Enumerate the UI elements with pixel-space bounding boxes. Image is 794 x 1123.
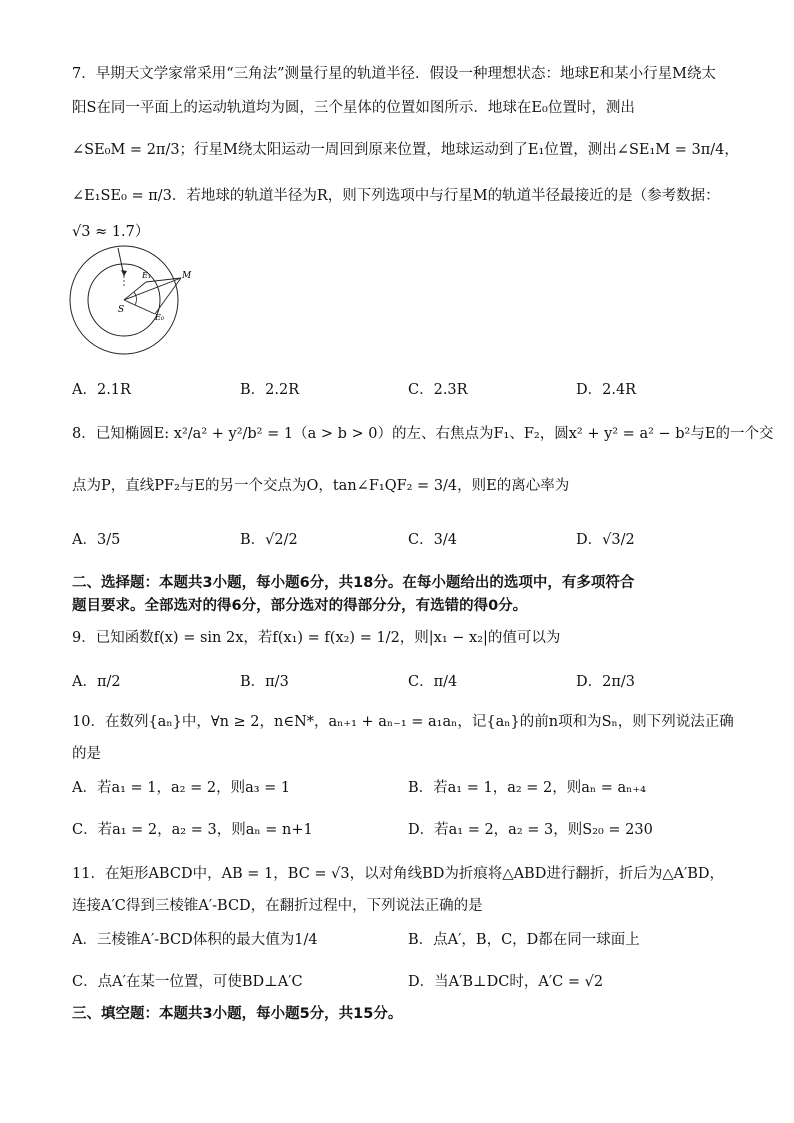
q11-option-b: B．点A′，B，C，D都在同一球面上 <box>408 932 640 948</box>
q8-line-1: 8．已知椭圆E: x²/a² + y²/b² = 1（a > b > 0）的左、右焦点为F₁、F₂，圆x² + y² = a² − b²与E的一个交 <box>72 426 774 442</box>
label-e1: E₁ <box>142 271 152 280</box>
q10-option-a: A．若a₁ = 1，a₂ = 2，则a₃ = 1 <box>72 780 291 796</box>
q10-line-2: 的是 <box>72 746 101 762</box>
q7-line-2: 阳S在同一平面上的运动轨道均为圆，三个星体的位置如图所示．地球在E₀位置时，测出 <box>72 100 635 116</box>
q8-option-d: D．√3/2 <box>576 532 635 548</box>
q7-option-b: B．2.2R <box>240 382 300 398</box>
q10-option-d: D．若a₁ = 2，a₂ = 3，则S₂₀ = 230 <box>408 822 653 838</box>
label-s: S <box>118 305 125 315</box>
q11-option-d: D．当A′B⊥DC时，A′C = √2 <box>408 974 604 990</box>
q7-option-c: C．2.3R <box>408 382 468 398</box>
q9-line-1: 9．已知函数f(x) = sin 2x，若f(x₁) = f(x₂) = 1/2，则|x₁ − x₂|的值可以为 <box>72 630 561 646</box>
orbit-diagram <box>68 244 196 372</box>
q7-line-1: 7．早期天文学家常采用“三角法”测量行星的轨道半径．假设一种理想状态：地球E和某小行星M绕太 <box>72 66 716 82</box>
line-s-e1 <box>124 282 146 300</box>
q9-option-c: C．π/4 <box>408 674 458 690</box>
label-e0: E₀ <box>155 313 165 322</box>
q8-line-2: 点为P，直线PF₂与E的另一个交点为O，tan∠F₁QF₂ = 3/4，则E的离心率为 <box>72 478 570 494</box>
q11-option-a: A．三棱锥A′-BCD体积的最大值为1/4 <box>72 932 318 948</box>
q10-option-b: B．若a₁ = 1，a₂ = 2，则aₙ = aₙ₊₄ <box>408 780 646 796</box>
q11-line-2: 连接A′C得到三棱锥A′-BCD，在翻折过程中，下列说法正确的是 <box>72 898 483 914</box>
section-2-heading-line-1: 二、选择题：本题共3小题，每小题6分，共18分。在每小题给出的选项中，有多项符合 <box>72 575 635 591</box>
q11-line-1: 11．在矩形ABCD中，AB = 1，BC = √3，以对角线BD为折痕将△ABD进行翻折，折后为△A′BD， <box>72 866 725 882</box>
q10-option-c: C．若a₁ = 2，a₂ = 3，则aₙ = n+1 <box>72 822 313 838</box>
q9-option-b: B．π/3 <box>240 674 289 690</box>
angle-arc <box>134 292 136 305</box>
q8-option-c: C．3/4 <box>408 532 457 548</box>
q9-option-a: A．π/2 <box>72 674 121 690</box>
q7-line-5: √3 ≈ 1.7） <box>72 224 150 240</box>
q7-line-4: ∠E₁SE₀ = π/3．若地球的轨道半径为R，则下列选项中与行星M的轨道半径最接近的是（参考数据： <box>72 188 720 204</box>
line-s-e0 <box>124 300 155 314</box>
section-3-heading: 三、填空题：本题共3小题，每小题5分，共15分。 <box>72 1006 403 1022</box>
q8-option-a: A．3/5 <box>72 532 121 548</box>
q8-option-b: B．√2/2 <box>240 532 298 548</box>
q9-option-d: D．2π/3 <box>576 674 635 690</box>
q7-option-a: A．2.1R <box>72 382 131 398</box>
arrow-head-icon <box>121 270 127 276</box>
label-m: M <box>182 271 192 281</box>
q7-option-d: D．2.4R <box>576 382 637 398</box>
q10-line-1: 10．在数列{aₙ}中，∀n ≥ 2，n∈N*，aₙ₊₁ + aₙ₋₁ = a₁aₙ，记{aₙ}的前n项和为Sₙ，则下列说法正确 <box>72 714 734 730</box>
q11-option-c: C．点A′在某一位置，可使BD⊥A′C <box>72 974 303 990</box>
section-2-heading-line-2: 题目要求。全部选对的得6分，部分选对的得部分分，有选错的得0分。 <box>72 598 528 614</box>
q7-line-3: ∠SE₀M = 2π/3；行星M绕太阳运动一周回到原来位置，地球运动到了E₁位置，测出∠SE₁M = 3π/4， <box>72 142 739 158</box>
